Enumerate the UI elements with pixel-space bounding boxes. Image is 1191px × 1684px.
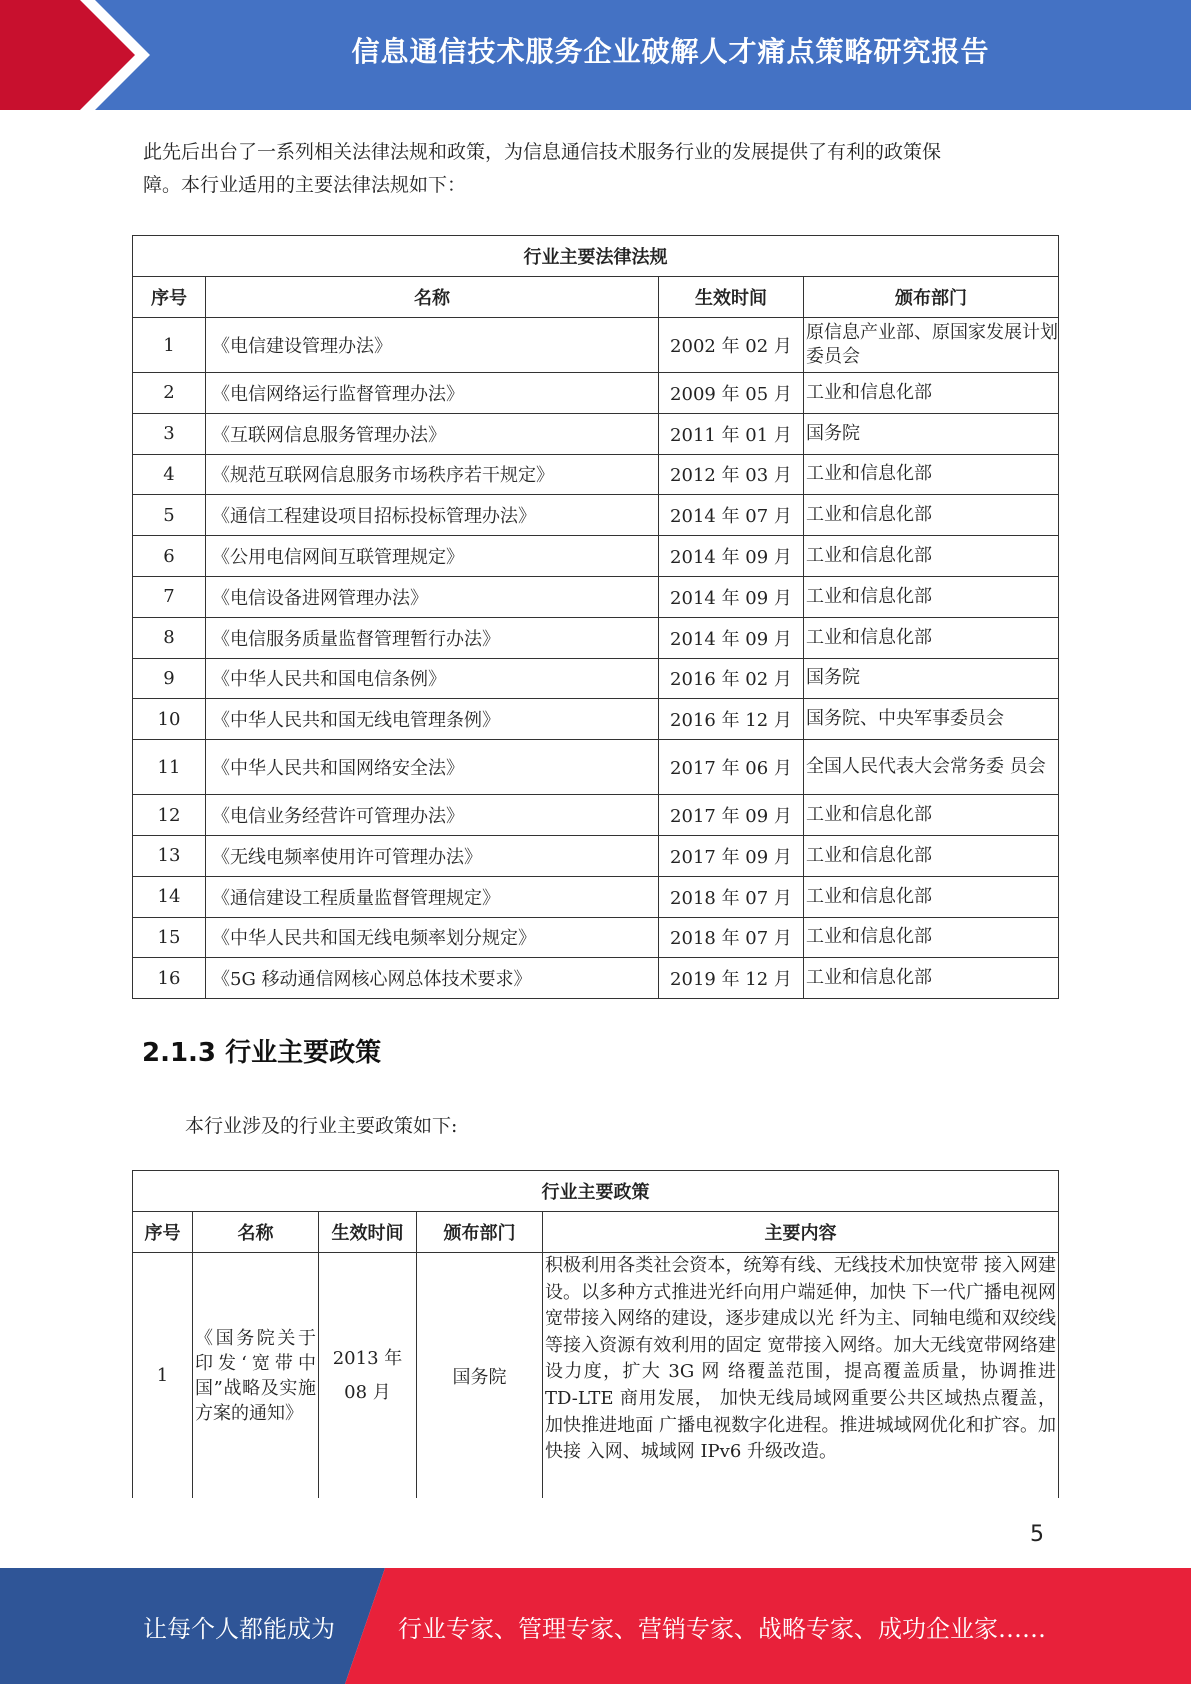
row-dept: 工业和信息化部 — [804, 373, 1059, 414]
laws-table-caption: 行业主要法律法规 — [133, 236, 1059, 277]
row-no: 15 — [133, 917, 206, 958]
row-date: 2014 年 09 月 — [659, 576, 804, 617]
table-row — [133, 795, 1059, 836]
row-name: 《电信服务质量监督管理暂行办法》 — [206, 617, 659, 658]
row-date: 2009 年 05 月 — [659, 373, 804, 414]
row-name: 《国务院关于印发‘宽带中国”战略及实施方案的通知》 — [193, 1253, 319, 1499]
table-row — [133, 495, 1059, 536]
row-date: 2016 年 02 月 — [659, 658, 804, 699]
row-name: 《中华人民共和国无线电频率划分规定》 — [206, 917, 659, 958]
row-no: 16 — [133, 958, 206, 999]
row-dept: 国务院 — [804, 413, 1059, 454]
row-date: 2017 年 09 月 — [659, 835, 804, 876]
table-row — [133, 740, 1059, 795]
row-name: 《电信业务经营许可管理办法》 — [206, 795, 659, 836]
footer-slogan-left: 让每个人都能成为 — [143, 1614, 335, 1643]
row-name: 《电信网络运行监督管理办法》 — [206, 373, 659, 414]
row-no: 11 — [133, 740, 206, 795]
row-no: 13 — [133, 835, 206, 876]
footer-slogan-right: 行业专家、管理专家、营销专家、战略专家、成功企业家…… — [398, 1614, 1046, 1643]
row-no: 4 — [133, 454, 206, 495]
table-row — [133, 699, 1059, 740]
row-name: 《通信建设工程质量监督管理规定》 — [206, 876, 659, 917]
page-header — [0, 0, 1191, 110]
row-no: 7 — [133, 576, 206, 617]
table-row — [133, 876, 1059, 917]
table-row — [133, 536, 1059, 577]
row-no: 9 — [133, 658, 206, 699]
intro-paragraph — [143, 136, 1053, 202]
table-row — [133, 576, 1059, 617]
row-no: 5 — [133, 495, 206, 536]
header-content: 主要内容 — [543, 1212, 1059, 1253]
row-dept: 工业和信息化部 — [804, 795, 1059, 836]
row-content: 积极利用各类社会资本，统筹有线、无线技术加快宽带 接入网建设。以多种方式推进光纤向用户端延伸，加快 下一代广播电视网宽带接入网络的建设，逐步建成以光 纤为主、同轴电缆和双绞线等接入资源有效利用的固定 宽带接入网络。加大无线宽带网络建设力度，扩大 3G 网 络覆盖范围，提高覆盖质量，协调推进 TD-LTE 商用发展， 加快无线局域网重要公共区域热点覆盖，加快推进地面 广播电视数字化进程。推进城域网优化和扩容。加快接 入网、城域网 IPv6 升级改造。 — [543, 1253, 1059, 1499]
document-title: 信息通信技术服务企业破解人才痛点策略研究报告 — [351, 35, 990, 68]
table-row — [133, 835, 1059, 876]
row-date: 2014 年 07 月 — [659, 495, 804, 536]
header-no: 序号 — [133, 1212, 193, 1253]
row-name: 《无线电频率使用许可管理办法》 — [206, 835, 659, 876]
row-date: 2014 年 09 月 — [659, 536, 804, 577]
row-dept: 国务院、中央军事委员会 — [804, 699, 1059, 740]
row-dept: 工业和信息化部 — [804, 454, 1059, 495]
header-date: 生效时间 — [659, 277, 804, 318]
row-dept: 工业和信息化部 — [804, 917, 1059, 958]
row-date: 2014 年 09 月 — [659, 617, 804, 658]
row-dept: 工业和信息化部 — [804, 495, 1059, 536]
header-name: 名称 — [193, 1212, 319, 1253]
row-name: 《公用电信网间互联管理规定》 — [206, 536, 659, 577]
row-no: 8 — [133, 617, 206, 658]
row-date: 2018 年 07 月 — [659, 876, 804, 917]
table-row — [133, 958, 1059, 999]
row-name: 《中华人民共和国电信条例》 — [206, 658, 659, 699]
row-no: 10 — [133, 699, 206, 740]
row-name: 《中华人民共和国网络安全法》 — [206, 740, 659, 795]
row-name: 《规范互联网信息服务市场秩序若干规定》 — [206, 454, 659, 495]
row-date: 2002 年 02 月 — [659, 318, 804, 373]
laws-table — [132, 235, 1059, 999]
row-dept: 原信息产业部、原国家发展计划委员会 — [804, 318, 1059, 373]
row-date: 2011 年 01 月 — [659, 413, 804, 454]
row-dept: 国务院 — [417, 1253, 543, 1499]
row-name: 《电信建设管理办法》 — [206, 318, 659, 373]
row-date: 2013 年 08 月 — [319, 1253, 417, 1499]
row-no: 12 — [133, 795, 206, 836]
page-footer — [0, 1568, 1191, 1684]
row-date: 2019 年 12 月 — [659, 958, 804, 999]
row-name: 《中华人民共和国无线电管理条例》 — [206, 699, 659, 740]
table-row — [133, 1253, 1059, 1499]
section-heading: 2.1.3 行业主要政策 — [142, 1038, 382, 1068]
policy-intro: 本行业涉及的行业主要政策如下: — [185, 1115, 458, 1137]
header-no: 序号 — [133, 277, 206, 318]
table-row — [133, 373, 1059, 414]
table-row — [133, 318, 1059, 373]
row-dept: 全国人民代表大会常务委 员会 — [804, 740, 1059, 795]
header-name: 名称 — [206, 277, 659, 318]
row-date: 2017 年 09 月 — [659, 795, 804, 836]
row-dept: 工业和信息化部 — [804, 835, 1059, 876]
table-row — [133, 617, 1059, 658]
row-date: 2017 年 06 月 — [659, 740, 804, 795]
row-date: 2018 年 07 月 — [659, 917, 804, 958]
row-no: 1 — [133, 1253, 193, 1499]
header-dept: 颁布部门 — [417, 1212, 543, 1253]
row-dept: 工业和信息化部 — [804, 536, 1059, 577]
header-date: 生效时间 — [319, 1212, 417, 1253]
intro-line-2: 障。本行业适用的主要法律法规如下： — [143, 174, 467, 196]
header-dept: 颁布部门 — [804, 277, 1059, 318]
row-dept: 国务院 — [804, 658, 1059, 699]
row-no: 1 — [133, 318, 206, 373]
row-date: 2016 年 12 月 — [659, 699, 804, 740]
row-no: 3 — [133, 413, 206, 454]
table-row — [133, 917, 1059, 958]
page-number: 5 — [1030, 1522, 1044, 1547]
table-row — [133, 454, 1059, 495]
row-no: 6 — [133, 536, 206, 577]
row-no: 2 — [133, 373, 206, 414]
row-name: 《通信工程建设项目招标投标管理办法》 — [206, 495, 659, 536]
row-dept: 工业和信息化部 — [804, 958, 1059, 999]
table-row — [133, 658, 1059, 699]
row-name: 《互联网信息服务管理办法》 — [206, 413, 659, 454]
row-no: 14 — [133, 876, 206, 917]
row-dept: 工业和信息化部 — [804, 876, 1059, 917]
row-date: 2012 年 03 月 — [659, 454, 804, 495]
policy-table-caption: 行业主要政策 — [133, 1171, 1059, 1212]
policy-table — [132, 1170, 1059, 1498]
row-name: 《电信设备进网管理办法》 — [206, 576, 659, 617]
row-name: 《5G 移动通信网核心网总体技术要求》 — [206, 958, 659, 999]
row-dept: 工业和信息化部 — [804, 617, 1059, 658]
intro-line-1: 此先后出台了一系列相关法律法规和政策，为信息通信技术服务行业的发展提供了有利的政策保 — [143, 141, 942, 163]
row-dept: 工业和信息化部 — [804, 576, 1059, 617]
table-row — [133, 413, 1059, 454]
